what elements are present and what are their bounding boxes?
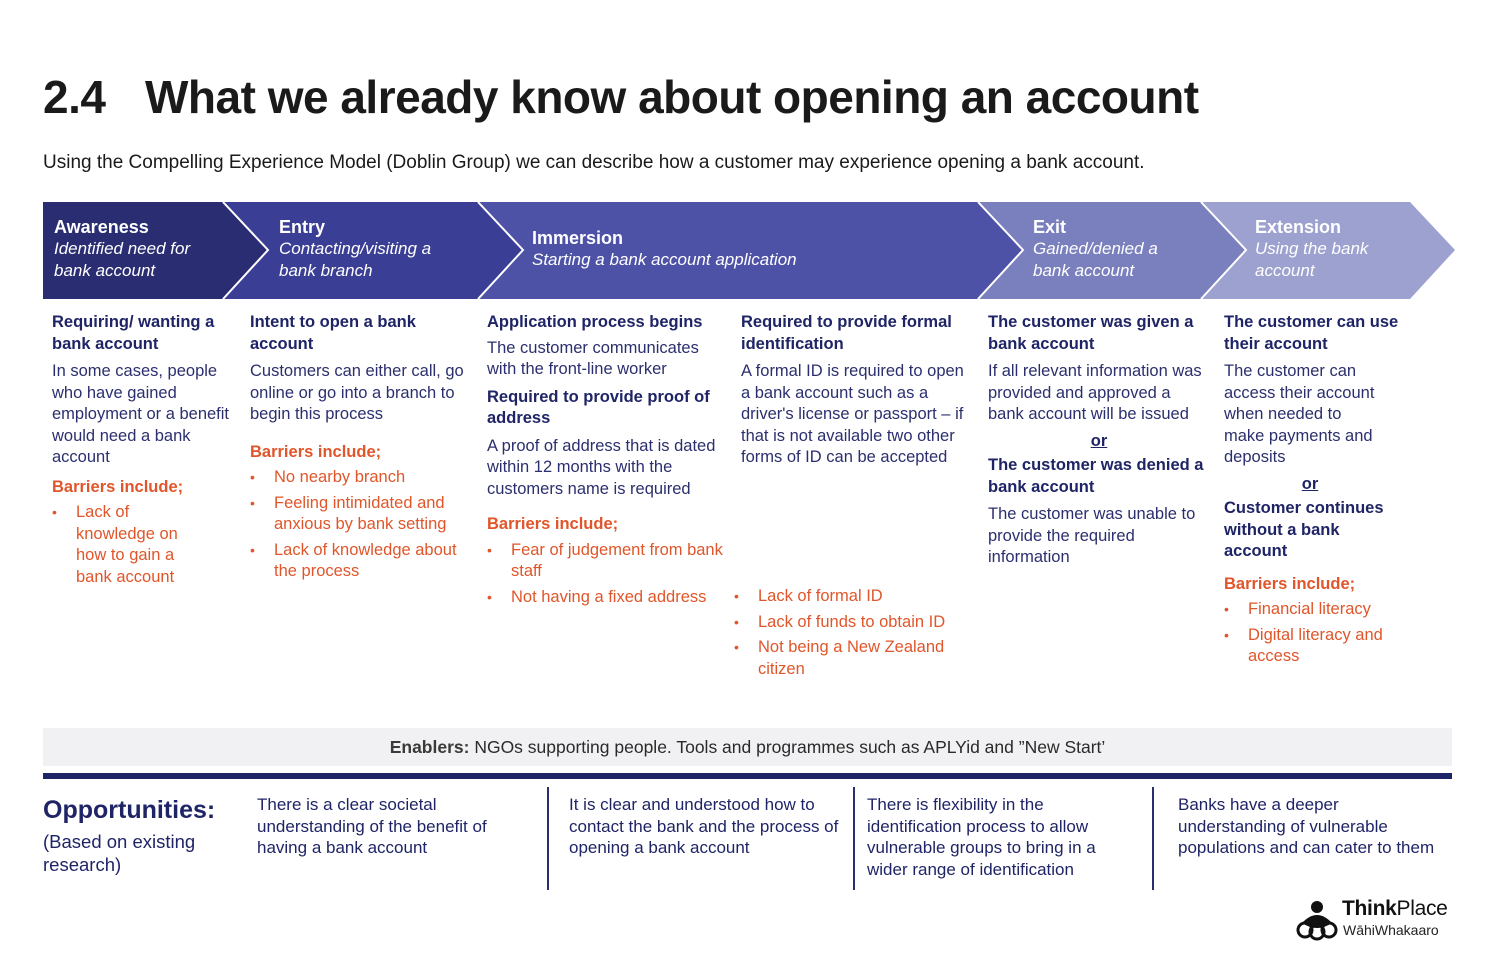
stage-entry — [279, 216, 459, 282]
journey-band — [43, 202, 1455, 299]
barrier-item: • No nearby branch — [250, 467, 475, 489]
column-body: The customer communicates with the front-line worker — [487, 338, 699, 378]
column-heading: The customer can use their account — [1224, 313, 1399, 353]
barrier-item: • Lack of formal ID — [734, 586, 979, 608]
column-body: If all relevant information was provided and approved a bank account will be issued — [988, 362, 1202, 423]
section-divider — [43, 773, 1452, 779]
logo-wordmark: ThinkPlace — [1342, 897, 1448, 920]
stage-desc: Starting a bank account application — [532, 250, 797, 269]
column-heading: Intent to open a bank account — [250, 313, 416, 353]
stage-desc: Using the bank account — [1255, 239, 1369, 280]
column-body: Customers can either call, go online or go into a branch to begin this process — [250, 362, 464, 423]
column-heading: Requiring/ wanting a bank account — [52, 313, 215, 353]
opportunity-item: There is a clear societal understanding of the benefit of having a bank account — [257, 795, 487, 857]
page-title — [43, 70, 1199, 124]
opportunity-divider — [853, 787, 855, 890]
barrier-item: • Lack of funds to obtain ID — [734, 612, 979, 634]
column-heading: Application process begins — [487, 313, 703, 331]
column-body-2: The customer was unable to provide the required information — [988, 505, 1196, 566]
column-entry — [250, 312, 475, 583]
title-text: What we already know about opening an account — [145, 71, 1199, 123]
stage-exit — [1033, 216, 1193, 282]
opportunities-subtitle: (Based on existing research) — [43, 831, 196, 875]
stage-name: Entry — [279, 217, 326, 237]
thinkplace-logo — [1296, 897, 1456, 941]
column-exit — [988, 312, 1210, 569]
stage-name: Exit — [1033, 217, 1067, 237]
barriers-list — [52, 502, 202, 588]
or-divider: or — [1090, 431, 1108, 450]
stage-name: Awareness — [54, 217, 149, 237]
column-extension — [1224, 312, 1424, 668]
barrier-item: • Lack of knowledge about the process — [250, 540, 475, 583]
barrier-item: • Lack of knowledge on how to gain a bank account — [52, 502, 202, 588]
thinkplace-mark-icon — [1296, 899, 1338, 941]
column-body-2: A proof of address that is dated within 12 months with the customers name is required — [487, 436, 716, 498]
stage-immersion — [532, 227, 952, 271]
immersion-id-barriers-list — [734, 582, 979, 680]
barriers-list — [487, 540, 727, 609]
opportunity-item: It is clear and understood how to contact the bank and the process of opening a bank account — [569, 795, 839, 857]
opportunity-item: Banks have a deeper understanding of vulnerable populations and can cater to them — [1178, 795, 1435, 857]
page-subtitle: Using the Compelling Experience Model (Doblin Group) we can describe how a customer may experience opening a bank account. — [43, 152, 1145, 173]
barrier-item: • Fear of judgement from bank staff — [487, 540, 727, 583]
enablers-text: NGOs supporting people. Tools and programmes such as APLYid and ”New Start’ — [469, 737, 1106, 757]
barrier-item: • Digital literacy and access — [1224, 625, 1429, 668]
stage-name: Extension — [1255, 217, 1342, 237]
column-awareness — [52, 312, 232, 588]
barrier-item: • Financial literacy — [1224, 599, 1429, 621]
barriers-label: Barriers include; — [1224, 574, 1356, 593]
column-heading-2: Required to provide proof of address — [487, 387, 710, 427]
stage-extension — [1255, 216, 1405, 282]
opportunity-item: There is flexibility in the identification process to allow vulnerable groups to bring in a wider range of identification — [867, 795, 1096, 879]
stage-awareness — [54, 216, 224, 282]
opportunity-divider — [1152, 787, 1154, 890]
logo-tagline: WāhiWhakaaro — [1343, 922, 1439, 938]
enablers-label: Enablers: — [389, 737, 470, 757]
barriers-list — [250, 467, 475, 583]
column-immersion-application — [487, 312, 727, 608]
column-immersion-identification — [741, 312, 973, 469]
stage-desc: Gained/denied a bank account — [1033, 239, 1158, 280]
column-body: A formal ID is required to open a bank account such as a driver's license or passport – if that is not available two other forms of ID can be accepted — [741, 362, 964, 466]
stage-desc: Identified need for bank account — [54, 239, 191, 280]
stage-desc: Contacting/visiting a bank branch — [279, 239, 432, 280]
opportunity-divider — [547, 787, 549, 890]
barrier-item: • Not having a fixed address — [487, 587, 727, 609]
section-number: 2.4 — [43, 71, 106, 123]
barriers-list — [1224, 599, 1429, 668]
column-heading-2: The customer was denied a bank account — [988, 456, 1204, 496]
column-heading: Required to provide formal identification — [741, 313, 952, 353]
barriers-label: Barriers include; — [250, 442, 382, 461]
column-heading-2: Customer continues without a bank account — [1224, 499, 1384, 560]
enablers-bar — [43, 728, 1452, 766]
barrier-item: • Not being a New Zealand citizen — [734, 637, 979, 680]
barriers-label: Barriers include; — [52, 477, 184, 496]
column-heading: The customer was given a bank account — [988, 313, 1194, 353]
barriers-label: Barriers include; — [487, 515, 619, 533]
column-body: In some cases, people who have gained employment or a benefit would need a bank account — [52, 362, 230, 466]
barrier-item: • Feeling intimidated and anxious by bank setting — [250, 493, 475, 536]
column-body: The customer can access their account when needed to make payments and deposits — [1224, 362, 1375, 466]
opportunities-title: Opportunities: — [43, 796, 216, 824]
or-divider: or — [1301, 474, 1319, 493]
stage-name: Immersion — [532, 228, 624, 248]
